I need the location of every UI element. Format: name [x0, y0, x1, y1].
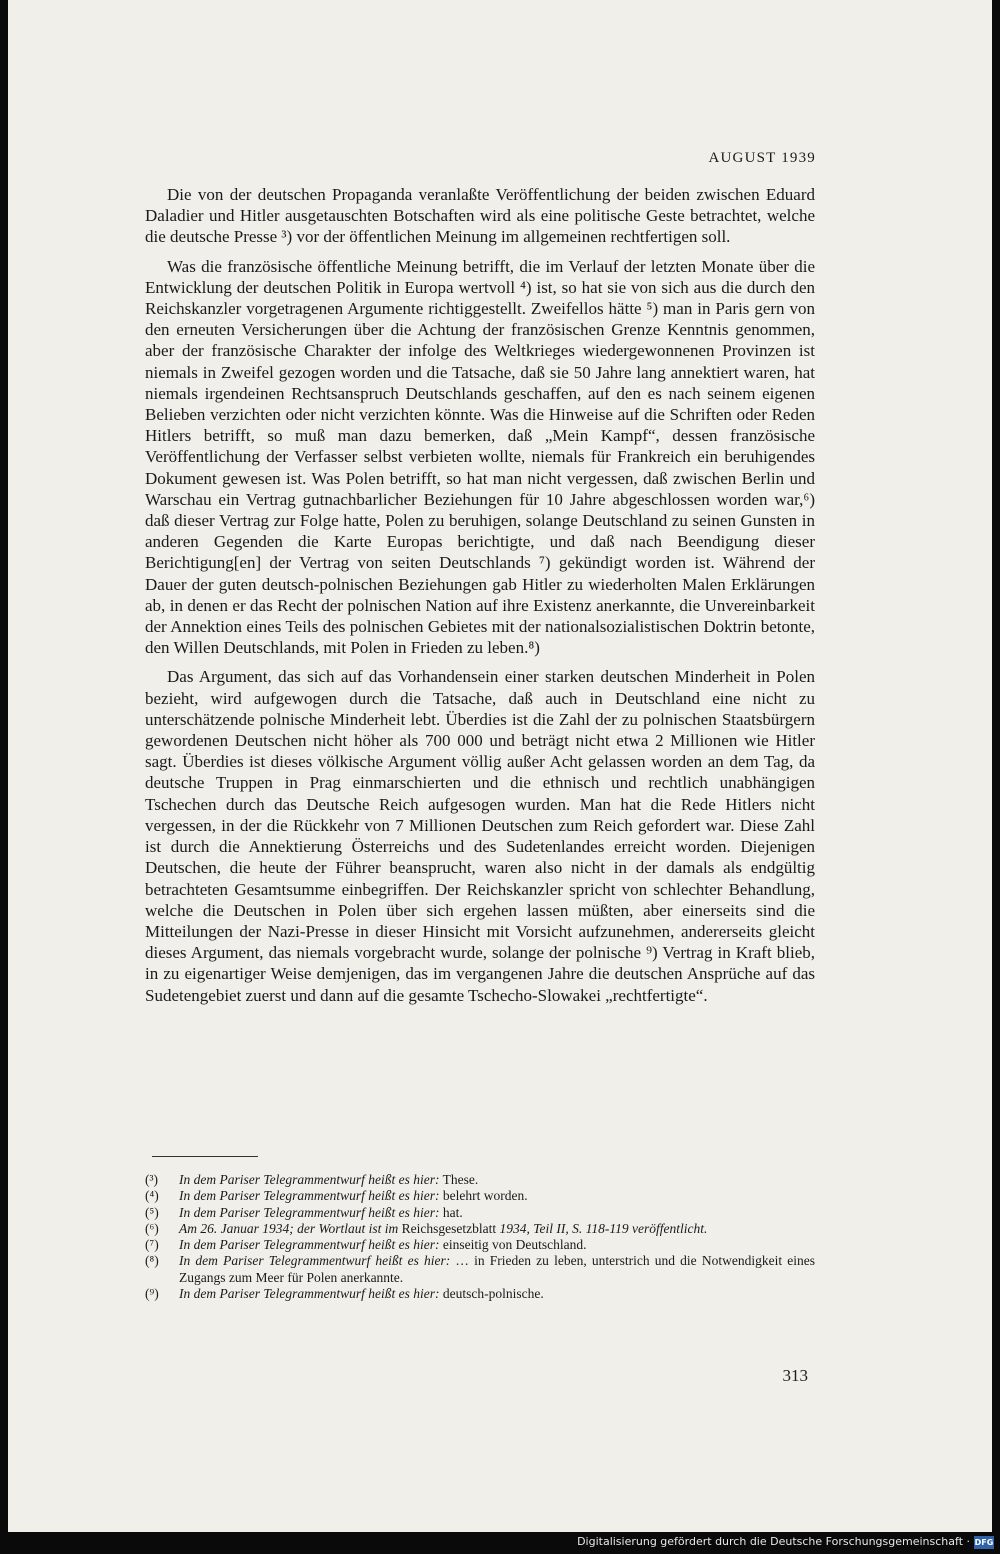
footnote	[145, 1237, 815, 1253]
footnote-italic: In dem Pariser Telegrammentwurf heißt es hier:	[179, 1188, 440, 1204]
footnote-italic: 1934, Teil II, S. 118-119 veröffentlicht.	[499, 1220, 708, 1236]
footnote-roman: belehrt worden.	[442, 1188, 528, 1204]
footnote-text	[179, 1253, 815, 1286]
footnote-roman: Reichsgesetzblatt	[401, 1220, 497, 1236]
footnote-text	[179, 1237, 815, 1253]
book-page	[8, 0, 992, 1532]
footnote-number: (⁶)	[145, 1220, 159, 1236]
credit-text: Digitalisierung gefördert durch die Deutsche Forschungsgemeinschaft ·	[577, 1535, 970, 1548]
paragraph: Was die französische öffentliche Meinung betrifft, die im Verlauf der letzten Monate über die Entwicklung der deutschen Politik in Europa wertvoll ⁴) ist, so hat sie von sich aus die durch den Reichskanzler vorgetragenen Argumente richtiggestellt. Zweifellos hätte ⁵) man in Paris gern von den erneuten Versicherungen über die Achtung der französischen Grenze Kenntnis genommen, aber der französische Charakter der infolge des Weltkrieges wiedergewonnenen Provinzen ist niemals in Zweifel gezogen worden und die Tatsache, daß sie 50 Jahre lang annektiert waren, hat niemals irgendeinen Rechtsanspruch Deutschlands geschaffen, auf den es nach seinem eigenen Belieben verzichten oder nicht verzichten könnte. Was die Hinweise auf die Schriften oder Reden Hitlers betrifft, so muß man dazu bemerken, daß „Mein Kampf“, dessen französische Veröffentlichung der Verfasser selbst verbieten wollte, niemals für Frankreich ein beruhigendes Dokument gewesen ist. Was Polen betrifft, so hat man nicht vergessen, daß zwischen Berlin und Warschau ein Vertrag gutnachbarlicher Beziehungen für 10 Jahre abgeschlossen worden war,⁶) daß dieser Vertrag zur Folge hatte, Polen zu beruhigen, solange Deutschland zu seinen Gunsten in anderen Gegenden die Karte Europas berichtigte, und daß nach Beendigung dieser Berichtigung[en] der Vertrag von seiten Deutschlands ⁷) gekündigt worden ist. Während der Dauer der guten deutsch-polnischen Beziehungen gab Hitler zu wiederholten Malen Erklärungen ab, in denen er das Recht der polnischen Nation auf ihre Existenz anerkannte, die Unvereinbarkeit der Annektion eines Teils des polnischen Gebietes mit der nationalsozialistischen Doktrin betonte, den Willen Deutschlands, mit Polen in Frieden zu leben.⁸)	[145, 256, 815, 658]
dfg-logo-icon: DFG	[974, 1538, 994, 1547]
footnote-italic: In dem Pariser Telegrammentwurf heißt es hier:	[179, 1237, 440, 1253]
footnote	[145, 1221, 815, 1237]
footnote-italic: In dem Pariser Telegrammentwurf heißt es hier:	[179, 1253, 451, 1269]
page-number: 313	[782, 1366, 808, 1385]
footnote-roman: … in Frieden zu leben, unterstrich und die Notwendigkeit eines Zugangs zum Meer für Polen anerkannte.	[179, 1253, 815, 1285]
footnote-text	[179, 1286, 815, 1302]
footnote-separator	[152, 1156, 258, 1157]
main-text	[145, 184, 815, 1014]
footnote-number: (⁹)	[145, 1286, 159, 1302]
footnote-roman: These.	[442, 1172, 479, 1187]
footnote	[145, 1188, 815, 1204]
running-head: AUGUST 1939	[708, 150, 816, 166]
footnote-italic: In dem Pariser Telegrammentwurf heißt es hier:	[179, 1204, 440, 1220]
footnote	[145, 1286, 815, 1302]
paragraph: Die von der deutschen Propaganda veranlaßte Veröffentlichung der beiden zwischen Eduard Daladier und Hitler ausgetauschten Botschaften wird als eine politische Geste betrachtet, welche die deutsche Presse ³) vor der öffentlichen Meinung im allgemeinen rechtfertigen soll.	[145, 185, 815, 247]
footnote-number: (⁵)	[145, 1204, 159, 1220]
footnote-italic: Am 26. Januar 1934; der Wortlaut ist im	[179, 1220, 399, 1236]
footnote	[145, 1172, 815, 1188]
footnote-italic: In dem Pariser Telegrammentwurf heißt es hier:	[179, 1286, 440, 1302]
footnote-roman: hat.	[442, 1204, 463, 1220]
footnote-text	[179, 1188, 815, 1204]
footnote-text	[179, 1221, 815, 1237]
paragraph: Das Argument, das sich auf das Vorhandensein einer starken deutschen Minderheit in Polen bezieht, wird aufgewogen durch die Tatsache, daß auch in Deutschland eine nicht zu unterschätzende polnische Minderheit lebt. Überdies ist die Zahl der zu polnischen Staatsbürgern gewordenen Deutschen nicht höher als 700 000 und beträgt nicht etwa 2 Millionen wie Hitler sagt. Überdies ist dieses völkische Argument völlig außer Acht gelassen worden an dem Tag, da deutsche Truppen in Prag einmarschierten und die ethnisch und rechtlich unabhängigen Tschechen durch das Deutsche Reich aufgesogen wurden. Man hat die Rede Hitlers nicht vergessen, in der die Rückkehr von 7 Millionen Deutschen zum Reich gefordert war. Diese Zahl ist durch die Annektierung Österreichs und des Sudetenlandes erreicht worden. Diejenigen Deutschen, die heute der Führer beansprucht, waren also nicht in der damals als endgültig betrachteten Gesamtsumme einbegriffen. Der Reichskanzler spricht von schlechter Behandlung, welche die Deutschen in Polen über sich ergehen lassen müßten, aber einerseits sind die Mitteilungen der Nazi-Presse in dieser Hinsicht mit Vorsicht aufzunehmen, andererseits gleicht dieses Argument, das niemals vorgebracht wurde, solange der polnische ⁹) Vertrag in Kraft blieb, in zu eigenartiger Weise demjenigen, das im vergangenen Jahre die deutschen Ansprüche auf das Sudetengebiet zuerst und dann auf die gesamte Tschecho-Slowakei „rechtfertigte“.	[145, 667, 815, 1005]
footnote-number: (⁸)	[145, 1253, 159, 1269]
footnote	[145, 1205, 815, 1221]
credit-bar	[0, 1532, 1000, 1554]
footnote-text	[179, 1172, 815, 1188]
footnote-roman: deutsch-polnische.	[442, 1286, 544, 1302]
footnote-number: (⁴)	[145, 1188, 159, 1204]
footnote-number: (³)	[145, 1172, 159, 1187]
footnote-roman: einseitig von Deutschland.	[442, 1237, 587, 1253]
footnotes	[145, 1172, 815, 1302]
footnote-italic: In dem Pariser Telegrammentwurf heißt es hier:	[179, 1172, 440, 1187]
footnote-text	[179, 1205, 815, 1221]
footnote-number: (⁷)	[145, 1237, 159, 1253]
footnote	[145, 1253, 815, 1286]
